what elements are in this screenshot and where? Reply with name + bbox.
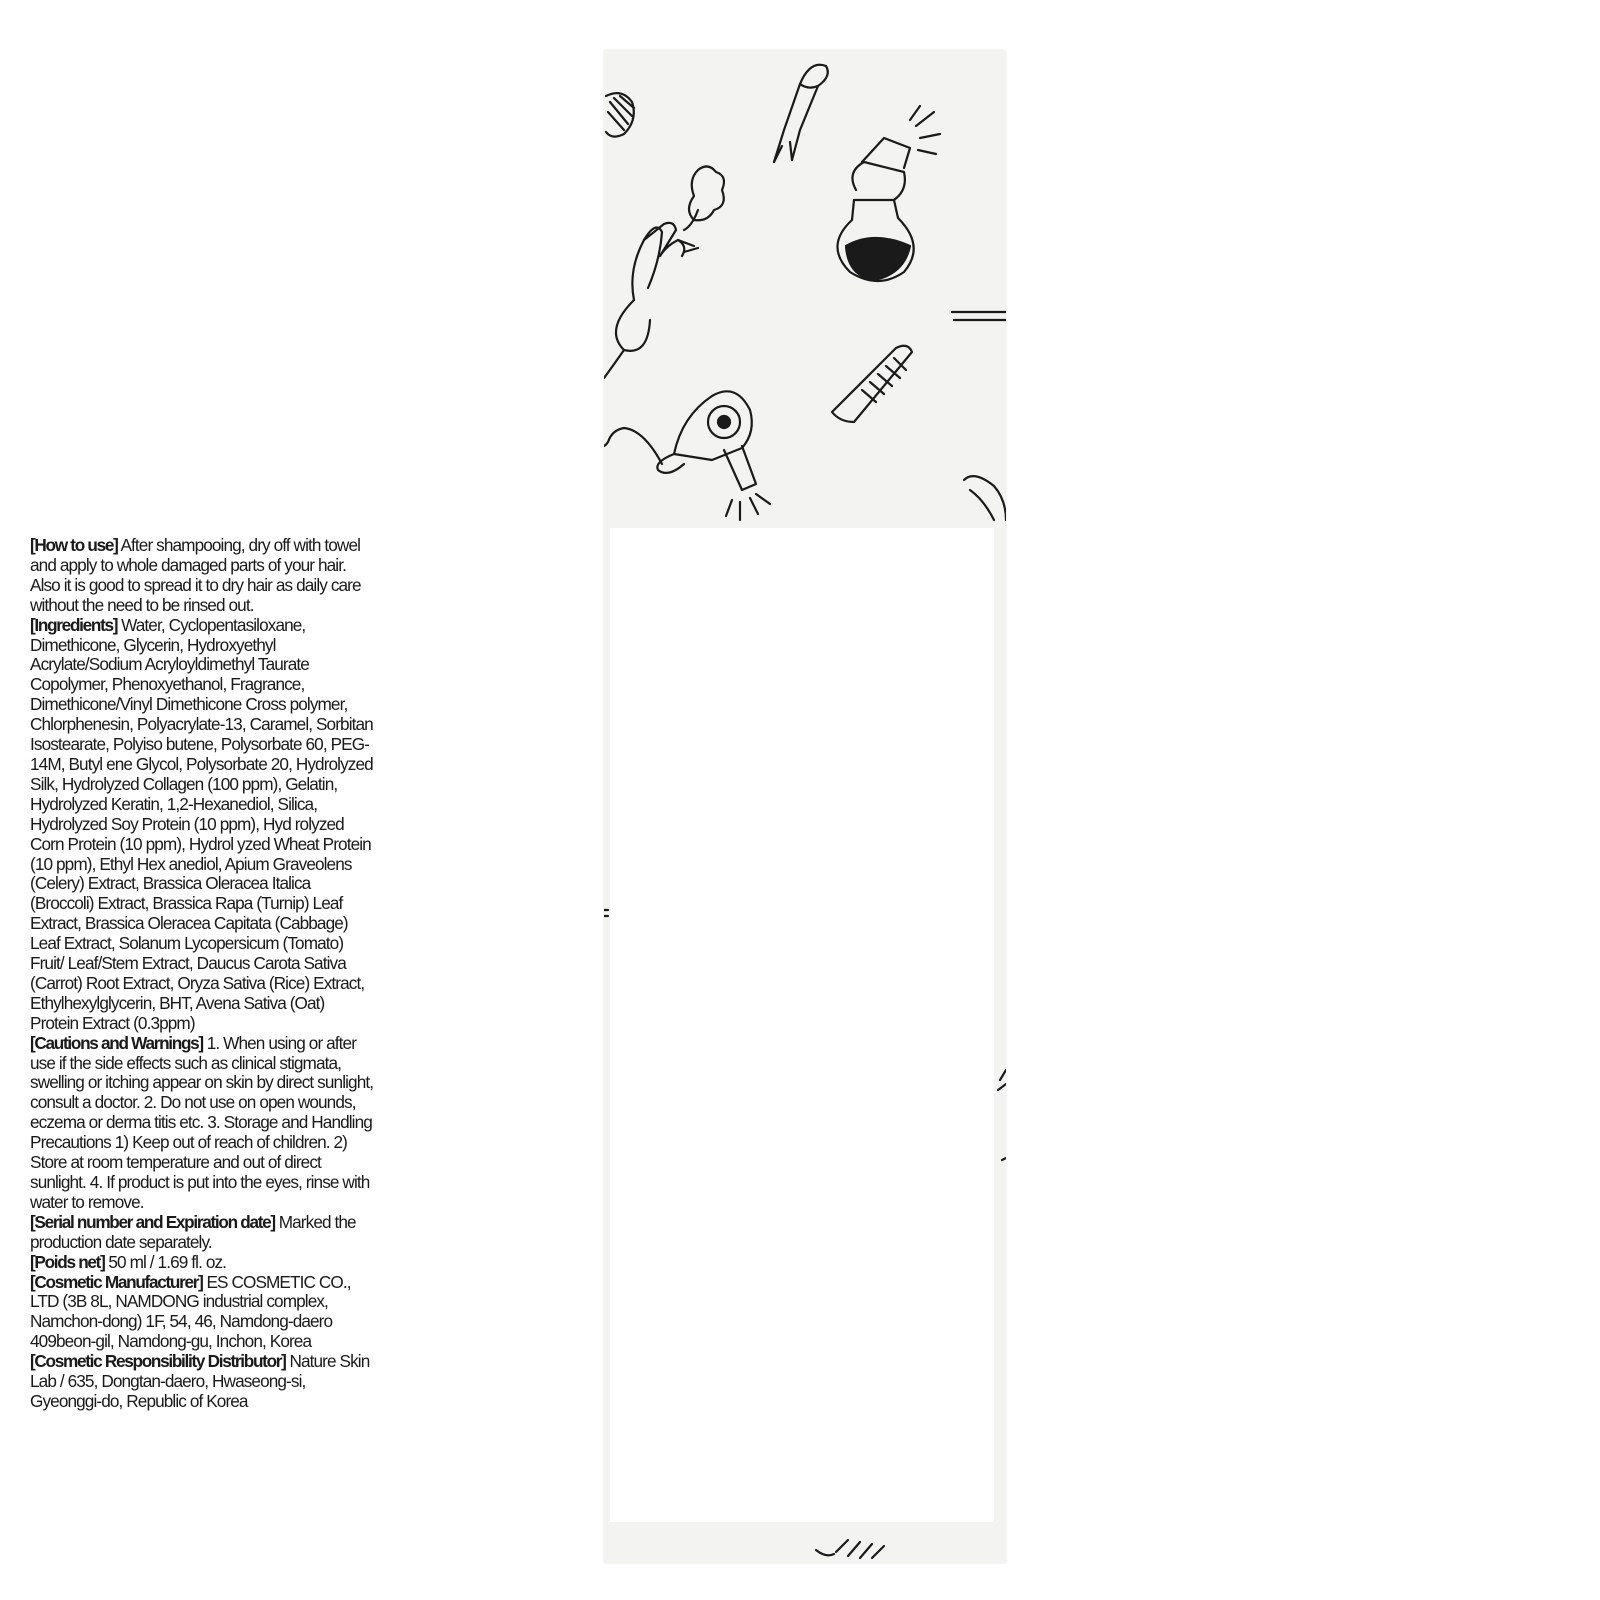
section-body: 1. When using or after use if the side effects such as clinical stigmata, swelling or itching appear on skin by direct sunlight, consult a doctor. 2. Do not use on open wounds, eczema or derma titis etc. 3. Storage and Handling Precautions 1) Keep out of reach of children. 2) Store at room temperature and out of direct sunlight. 4. If product is put into the eyes, rinse with water to remove. <box>30 1032 374 1212</box>
product-info-text <box>30 536 376 1412</box>
section-body: 50 ml / 1.69 fl. oz. <box>108 1251 227 1272</box>
section-heading: [Cosmetic Manufacturer] <box>30 1271 203 1292</box>
section-body: ES COSMETIC CO., LTD (3B 8L, NAMDONG industrial complex, Namchon-dong) 1F, 54, 46, Namdong-daero 409beon-gil, Namdong-gu, Inchon, Korea <box>30 1271 351 1352</box>
section-body: Marked the production date separately. <box>30 1211 356 1252</box>
ingredients-section <box>30 616 376 1034</box>
section-heading: [Cautions and Warnings] <box>30 1032 203 1053</box>
distributor-section <box>30 1352 376 1412</box>
hair-dryer-icon <box>604 391 770 520</box>
section-body: Nature Skin Lab / 635, Dongtan-daero, Hwaseong-si, Gyeonggi-do, Republic of Korea <box>30 1351 370 1411</box>
cautions-section <box>30 1034 376 1213</box>
section-body: After shampooing, dry off with towel and apply to whole damaged parts of your hair. Also it is good to spread it to dry hair as daily care without the need to be rinsed out. <box>30 535 361 615</box>
serial-number-section <box>30 1213 376 1253</box>
manufacturer-section <box>30 1273 376 1353</box>
net-weight-section <box>30 1253 376 1273</box>
product-box <box>604 50 1006 1563</box>
section-heading: [Poids net] <box>30 1251 105 1272</box>
spray-bottle-icon <box>837 106 940 281</box>
info-label-panel <box>610 528 994 1522</box>
section-heading: [Cosmetic Responsibility Distributor] <box>30 1351 286 1372</box>
section-body: Water, Cyclopentasiloxane, Dimethicone, Glycerin, Hydroxyethyl Acrylate/Sodium Acryloyldimethyl Taurate Copolymer, Phenoxyethanol, Fragrance, Dimethicone/Vinyl Dimethicone Cross polymer, Chlorphenesin, Polyacrylate-13, Caramel, Sorbitan Isostearate, Polyiso butene, Polysorbate 60, PEG-14M, Butyl ene Glycol, Polysorbate 20, Hydrolyzed Silk, Hydrolyzed Collagen (100 ppm), Gelatin, Hydrolyzed Keratin, 1,2-Hexanediol, Silica, Hydrolyzed Soy Protein (10 ppm), Hyd rolyzed Corn Protein (10 ppm), Hydrol yzed Wheat Protein (10 ppm), Ethyl Hex anediol, Apium Graveolens (Celery) Extract, Brassica Oleracea Italica (Broccoli) Extract, Brassica Rapa (Turnip) Leaf Extract, Brassica Oleracea Capitata (Cabbage) Leaf Extract, Solanum Lycopersicum (Tomato) Fruit/ Leaf/Stem Extract, Daucus Carota Sativa (Carrot) Root Extract, Oryza Sativa (Rice) Extract, Ethylhexylglycerin, BHT, Avena Sativa (Oat) Protein Extract (0.3ppm) <box>30 614 373 1033</box>
section-heading: [Serial number and Expiration date] <box>30 1211 275 1232</box>
section-heading: [Ingredients] <box>30 614 118 635</box>
section-heading: [How to use] <box>30 535 118 555</box>
comb-icon <box>832 346 912 422</box>
curling-iron-icon <box>604 166 724 378</box>
scissors-icon <box>774 65 828 162</box>
bottom-brush-icon <box>816 1540 884 1558</box>
brush-icon <box>606 93 634 136</box>
how-to-use-section <box>30 536 376 616</box>
clip-icon <box>952 312 1006 520</box>
